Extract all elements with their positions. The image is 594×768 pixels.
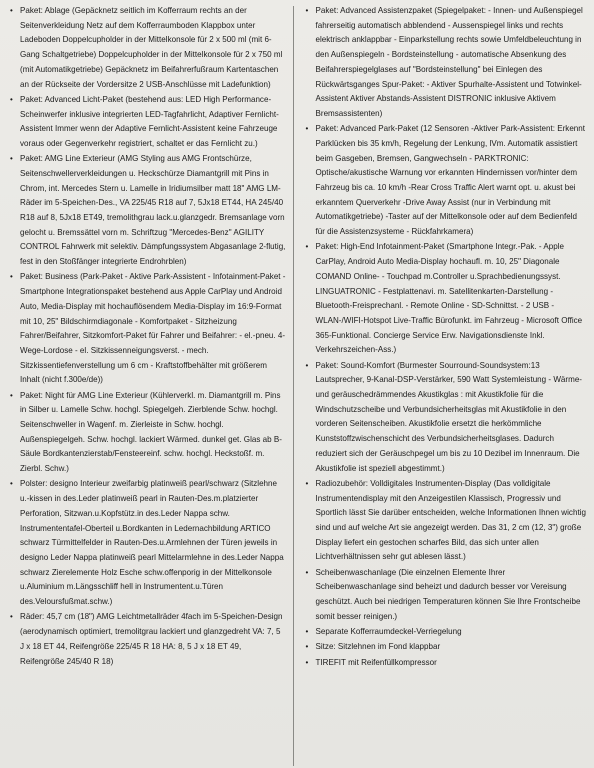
bullet-icon: • — [305, 124, 309, 134]
feature-text: Paket: Advanced Park-Paket (12 Sensoren -Aktiver Park-Assistent: Erkennt Parklücken bis 35 km/h, Regelung der Lenkung, lVm. Automatik assistiert beim Gasgeben, Bremsen, Gangwechseln - PARKTRONIC: Optische/akustische Warnung vor erkannten Hindernissen vor/hinter dem Fahrzeug bis ca. 10 km/h -Rear Cross Traffic Alert warnt opt. u. akust bei erkanntem Querverkehr -Drive Away Assist (nur in Verbindung mit Automatikgetriebe) -Taster auf der Mittelkonsole oder auf dem Bedienfeld für die Assistenzsysteme - Rückfahrkamera) — [315, 124, 586, 237]
feature-text: Separate Kofferraumdeckel-Verriegelung — [315, 627, 462, 637]
bullet-icon: • — [305, 627, 309, 637]
bullet-icon: • — [10, 6, 13, 15]
bullet-icon: • — [305, 642, 309, 652]
bullet-icon: • — [10, 272, 13, 282]
feature-item — [8, 4, 287, 92]
feature-text: Paket: Advanced Licht-Paket (bestehend aus: LED High Performance-Scheinwerfer inklusive integrierten LED-Tagfahrlicht, Adaptiver Fernlicht-Assistent Immer wenn der Adaptive Fernlicht-Assistent keine Fahrzeuge voraus oder Gegenverkehr registriert, schaltet er das Fernlicht zu.) — [20, 94, 279, 148]
bullet-icon: • — [305, 242, 309, 252]
bullet-icon: • — [10, 390, 13, 400]
bullet-icon: • — [10, 94, 13, 104]
feature-text: Räder: 45,7 cm (18") AMG Leichtmetallräder 4fach im 5-Speichen-Design (aerodynamisch optimiert, tremolitgrau lackiert und glanzgedreht VA: 7, 5 J x 18 ET 44, Reifengröße 225/45 R 18 HA: 8, 5 J x 18 ET 49, Reifengröße 245/40 R 18) — [20, 612, 283, 666]
bullet-icon: • — [305, 478, 309, 488]
bullet-icon: • — [305, 6, 309, 15]
feature-text: Paket: AMG Line Exterieur (AMG Styling aus AMG Frontschürze, Seitenschwellerverkleidungen u. Heckschürze Diamantgrill mit Pins in Chrom, int. Mercedes Stern u. Lamelle in Iridiumsilber matt 18" AMG LM-Räder im 5-Speichen-Des., VA 225/45 R18 auf 7, 5Jx18 ET44, HA 245/40 R18 auf 8, 5Jx18 ET49, tremolithgrau lack.u.glanzgedr. Bremsanlage vorn gelocht u. Bremssättel vorn m. Schriftzug "Mercedes-Benz" AGILITY CONTROL Fahrwerk mit selektiv. Dämpfungssystem Abgasanlage 2-flutig, fest in den Stoßfänger integrierte Endrohrblen) — [20, 154, 286, 267]
feature-item — [304, 4, 587, 122]
feature-item — [8, 93, 287, 152]
feature-item — [8, 270, 287, 388]
two-column-layout — [8, 4, 586, 768]
feature-item — [304, 640, 587, 655]
feature-text: TIREFIT mit Reifenfüllkompressor — [315, 657, 437, 667]
bullet-icon: • — [10, 612, 13, 622]
right-feature-list — [304, 4, 587, 670]
feature-item — [304, 359, 587, 477]
feature-item — [304, 477, 587, 565]
feature-text: Sitze: Sitzlehnen im Fond klappbar — [315, 642, 441, 652]
right-column — [294, 4, 587, 768]
feature-item — [304, 625, 587, 640]
feature-item — [304, 566, 587, 625]
feature-item — [304, 656, 587, 671]
bullet-icon: • — [10, 479, 13, 489]
bullet-icon: • — [10, 154, 13, 164]
feature-text: Paket: Night für AMG Line Exterieur (Kühlerverkl. m. Diamantgrill m. Pins in Silber u. Lamelle Schw. hochgl. Spiegelgeh. Zierblende Schw. hochgl. Seitenschweller in Wagenf. m. Zierleiste in Schw. hochgl. Außenspiegelgeh. Schw. hochgl. lackiert Wärmed. dunkel get. Glas ab B-Säule Bordkantenzierstab/Fensteereinf. schw. hochgl. Heckstoßf. m. Zierbl. Schw.) — [20, 390, 282, 474]
feature-text: Polster: designo Interieur zweifarbig platinweiß pearl/schwarz (Sitzlehne u.-kissen in des.Leder platinweiß pearl in Rauten-Des.m.platzierter Perforation, Sitzwan.u.Kopfstütz.in des.Leder Nappa schw. Instrumententafel-Oberteil u.Bordkanten in Ledernachbildung ARTICO schwarz Türmittelfelder in Rauten-Des.u.Armlehnen der Türen jeweils in designo Leder Nappa platinweiß pearl Mittelarmlehne in des.Leder Nappa schwarz Zierelemente Holz Esche schw.offenporig in der Mittelkonsole u.Aluminium m.Längsschliff hell in Instrumentent.u.Türen des.Veloursfußmat.schw.) — [20, 479, 284, 607]
feature-text: Scheibenwaschanlage (Die einzelnen Elemente Ihrer Scheibenwaschanlage sind beheizt und dadurch besser vor Vereisung geschützt. Auch bei niedrigen Temperaturen können Sie Ihre Frontscheibe somit besser reinigen.) — [315, 567, 581, 621]
feature-text: Paket: Sound-Komfort (Burmester Sourround-Soundsystem:13 Lautsprecher, 9-Kanal-DSP-Verstärker, 590 Watt Systemleistung - Wärme- und geräuschedrämmendes Akustikglas : mit Akustikfolie für die Windschutzscheibe und Verbundsicherheitsglas mit Akustikfolie in den vorderen Seitenscheiben. Akustikfolie ersetzt die herkömmliche Kunststoffzwischenschicht des Verbundsicherheitsglases. Dadurch reduziert sich der Geräuschpegel um bis zu 10 Dezibel im Innenraum. Die Akustikfolie ist speziell abgestimmt.) — [315, 360, 582, 473]
left-column — [8, 4, 293, 768]
feature-text: Paket: Ablage (Gepäcknetz seitlich im Kofferraum rechts an der Seitenverkleidung Netz auf dem Kofferraumboden Klappbox unter Ladeboden Doppelcupholder in der Mittelkonsole für 2 x 500 ml (mit 6-Gang Schaltgetriebe) Doppelcupholder in der Mittelkonsole für 2 x 750 ml (mit Automatikgetriebe) Gepäcknetz im Beifahrerfußraum Kartentaschen an der Rückseite der Vordersitze 2 USB-Anschlüsse mit Ladefunktion) — [20, 6, 283, 89]
feature-text: Radiozubehör: Volldigitales Instrumenten-Display (Das volldigitale Instrumentendisplay mit den Anzeigestilen Klassisch, Progressiv und Sportlich lässt Sie darüber entscheiden, welche Informationen Ihnen wichtig sind und auf welche Art sie angezeigt werden. Das 31, 2 cm (12, 3") große Display liefert ein gestochen scharfes Bild, das sich unter allen Lichtverhältnissen sehr gut ablesen lässt.) — [315, 478, 586, 562]
feature-item — [304, 122, 587, 240]
feature-item — [8, 152, 287, 270]
bullet-icon: • — [305, 657, 309, 667]
feature-text: Paket: Advanced Assistenzpaket (Spiegelpaket: - Innen- und Außenspiegel fahrerseitig automatisch abblendend - Aussenspiegel links und rechts elektrisch anklappbar - Einparkstellung rechts sowie Umfeldbeleuchtung in den Außenspiegeln - Bordsteinstellung - automatische Absenkung des Beifahrerspiegelglases auf "Bordsteinstellung" bei Einlegen des Rückwärtsganges Spur-Paket: - Aktiver Spurhalte-Assistent und Totwinkel-Assistent Aktiver Abstands-Assistent DISTRONIC inklusive Aktivem Bremsassistenten) — [315, 6, 583, 118]
feature-text: Paket: High-End Infotainment-Paket (Smartphone Integr.-Pak. - Apple CarPlay, Android Auto Media-Display hochaufl. m. 10, 25" Diagonale COMAND Online- - Touchpad m.Controller u.Sprachbedienungssyst. LINGUATRONIC - Festplattenavi. m. Satellitenkarten-Darstellung - Bluetooth-Freisprechanl. - Remote Online - SD-Schnittst. - 2 USB - WLAN-/WIFI-Hotspot Live-Traffic Bürofunkt. im Fahrzeug - Microsoft Office 365-Funktional. Concierge Service Erw. Navigationsdienste Inkl. Verkehrszeichen-Ass.) — [315, 242, 583, 355]
bullet-icon: • — [305, 567, 309, 577]
left-feature-list — [8, 4, 287, 669]
feature-item — [8, 610, 287, 669]
feature-item — [8, 477, 287, 609]
bullet-icon: • — [305, 360, 309, 370]
feature-text: Paket: Business (Park-Paket - Aktive Park-Assistent - Infotainment-Paket - Smartphone Integrationspaket bestehend aus Apple CarPlay und Android Auto, Media-Display mit hochauflösendem Media-Display im 16:9-Format mit 10, 25" Bildschirmdiagonale - Komfortpaket - Sitzheizung Fahrer/Beifahrer, Sitzkomfort-Paket für Fahrer und Beifahrer: - el.-pneu. 4-Wege-Lordose - el. Sitzkissenneigungsverst. - mech. Sitzkissentiefenverstellung um 6 cm - Kraftstoffbehälter mit größerem Inhalt (nicht f.300e/de)) — [20, 272, 286, 385]
feature-item — [304, 240, 587, 358]
feature-item — [8, 389, 287, 477]
